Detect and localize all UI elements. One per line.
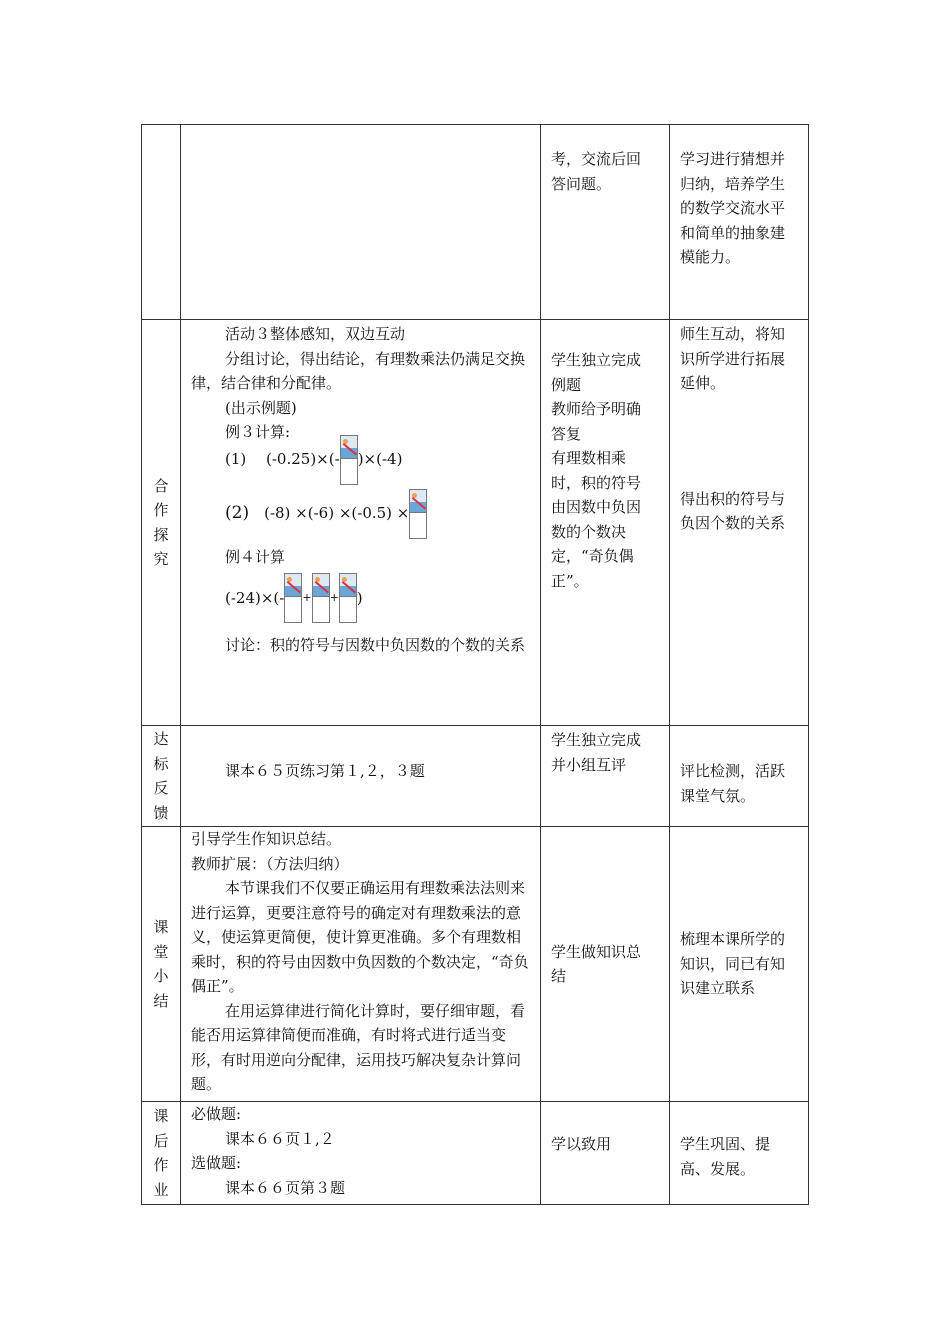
text-line: 学生做知识总 <box>551 942 642 961</box>
example4-expression <box>191 573 532 623</box>
text-line: 由因数中负因 <box>551 498 642 516</box>
category-label: 达标反馈 <box>153 730 169 822</box>
example3-title: 例３计算: <box>225 423 291 441</box>
optional-label: 选做题: <box>191 1154 242 1172</box>
expression-text: (1) (-0.25)×(- <box>225 450 340 469</box>
expression-text: (-8) ×(-6) ×(-0.5) × <box>249 504 410 523</box>
text-line: 学生独立完成 <box>551 731 642 749</box>
student-activity-cell <box>541 827 670 1102</box>
activity-title: 活动３整体感知，双边互动 <box>225 325 406 343</box>
activity-cell <box>181 320 541 726</box>
required-text: 课本６６页１,２ <box>225 1129 335 1148</box>
question-text: 讨论：积的符号与因数中负因数的个数的关系 <box>225 636 526 654</box>
text-line: 识建立联系 <box>680 979 756 998</box>
text-line: 模能力。 <box>680 248 741 266</box>
text-line: 高、发展。 <box>680 1159 756 1178</box>
expression-text: )×(-4) <box>357 450 403 469</box>
category-cell <box>142 726 181 827</box>
text-line: 数的个数决 <box>551 522 627 541</box>
text-line: 并小组互评 <box>551 755 627 774</box>
activity-cell-empty <box>181 125 541 320</box>
optional-text: 课本６６页第３题 <box>225 1178 346 1197</box>
text-line: 学生独立完成 <box>551 351 642 369</box>
text-line: 答问题。 <box>551 174 612 193</box>
example4-title: 例４计算 <box>225 547 286 566</box>
text-line: 考，交流后回 <box>551 150 642 168</box>
text-line: 得出积的符号与 <box>680 489 786 508</box>
text-line: 归纳，培养学生 <box>680 174 786 193</box>
text-line: 师生互动，将知 <box>680 325 786 343</box>
activity-cell <box>181 1102 541 1205</box>
student-activity-cell <box>541 125 670 320</box>
design-intent-cell <box>670 320 809 726</box>
summary-intro: 引导学生作知识总结。 <box>191 830 342 848</box>
text-line: 学生巩固、提 <box>680 1135 771 1153</box>
text-line: 课堂气氛。 <box>680 786 756 805</box>
text-line: 有理数相乘 <box>551 449 627 467</box>
plus-sign: + <box>302 590 312 604</box>
category-label: 课堂小结 <box>153 918 169 1010</box>
text-line: 识所学进行拓展 <box>680 349 786 368</box>
activity-cell <box>181 827 541 1102</box>
student-activity-cell <box>541 320 670 726</box>
category-cell-empty <box>142 125 181 320</box>
text-line: 负因个数的关系 <box>680 514 786 532</box>
category-cell <box>142 320 181 726</box>
design-intent-cell <box>670 726 809 827</box>
activity-cell <box>181 726 541 827</box>
text-line: 知识，同已有知 <box>680 954 786 973</box>
text-line: 答复 <box>551 424 582 443</box>
design-intent-cell <box>670 827 809 1102</box>
expression-text: ) <box>356 588 363 607</box>
plus-sign: + <box>329 590 339 604</box>
text-line: 学以致用 <box>551 1135 612 1153</box>
example3-item2 <box>191 489 532 539</box>
text-line: 结 <box>551 967 567 985</box>
category-cell <box>142 1102 181 1205</box>
table-row <box>142 827 809 1102</box>
summary-paragraph: 本节课我们不仅要正确运用有理数乘法法则来进行运算，更要注意符号的确定对有理数乘法的意义，使运算更简便，使计算更准确。多个有理数相乘时，积的符号由因数中负因数的个数决定，“奇负偶正”。 <box>191 879 529 995</box>
expression-text: (-24)×(- <box>225 588 285 607</box>
table-row <box>142 125 809 320</box>
required-label: 必做题: <box>191 1105 242 1123</box>
text-line: 延伸。 <box>680 374 726 392</box>
fraction-image <box>340 435 358 485</box>
text-line: 正”。 <box>551 571 589 590</box>
category-label: 合作探究 <box>153 476 169 568</box>
discussion-text: 分组讨论，得出结论，有理数乘法仍满足交换律，结合律和分配律。 <box>191 349 526 392</box>
fraction-image <box>339 573 357 623</box>
text-line: 时，积的符号 <box>551 473 642 492</box>
show-example-text: (出示例题) <box>225 398 297 417</box>
design-intent-cell <box>670 125 809 320</box>
summary-method: 教师扩展：（方法归纳） <box>191 854 349 873</box>
lesson-plan-table <box>141 124 809 1205</box>
summary-paragraph: 在用运算律进行简化计算时，要仔细审题，看能否用运算律简便而准确，有时将式进行适当变形，有时用逆向分配律，运用技巧解决复杂计算问题。 <box>191 1001 526 1093</box>
fraction-image <box>409 489 427 539</box>
student-activity-cell <box>541 726 670 827</box>
text-line: 梳理本课所学的 <box>680 930 786 949</box>
text-line: 和简单的抽象建 <box>680 223 786 242</box>
text-line: 的数学交流水平 <box>680 199 786 217</box>
category-cell <box>142 827 181 1102</box>
text-line: 教师给予明确 <box>551 400 642 418</box>
design-intent-cell <box>670 1102 809 1205</box>
practice-text: 课本６５页练习第１,２，３题 <box>225 762 425 780</box>
table-row <box>142 1102 809 1205</box>
text-line: 评比检测，活跃 <box>680 762 786 780</box>
category-label: 课后作业 <box>153 1107 169 1199</box>
text-line: 定，“奇负偶 <box>551 547 634 565</box>
text-line: 学习进行猜想并 <box>680 150 786 168</box>
fraction-image <box>284 573 302 623</box>
fraction-image <box>312 573 330 623</box>
table-row <box>142 320 809 726</box>
student-activity-cell <box>541 1102 670 1205</box>
item-number: (2) <box>225 503 250 524</box>
table-row <box>142 726 809 827</box>
text-line: 例题 <box>551 375 582 394</box>
